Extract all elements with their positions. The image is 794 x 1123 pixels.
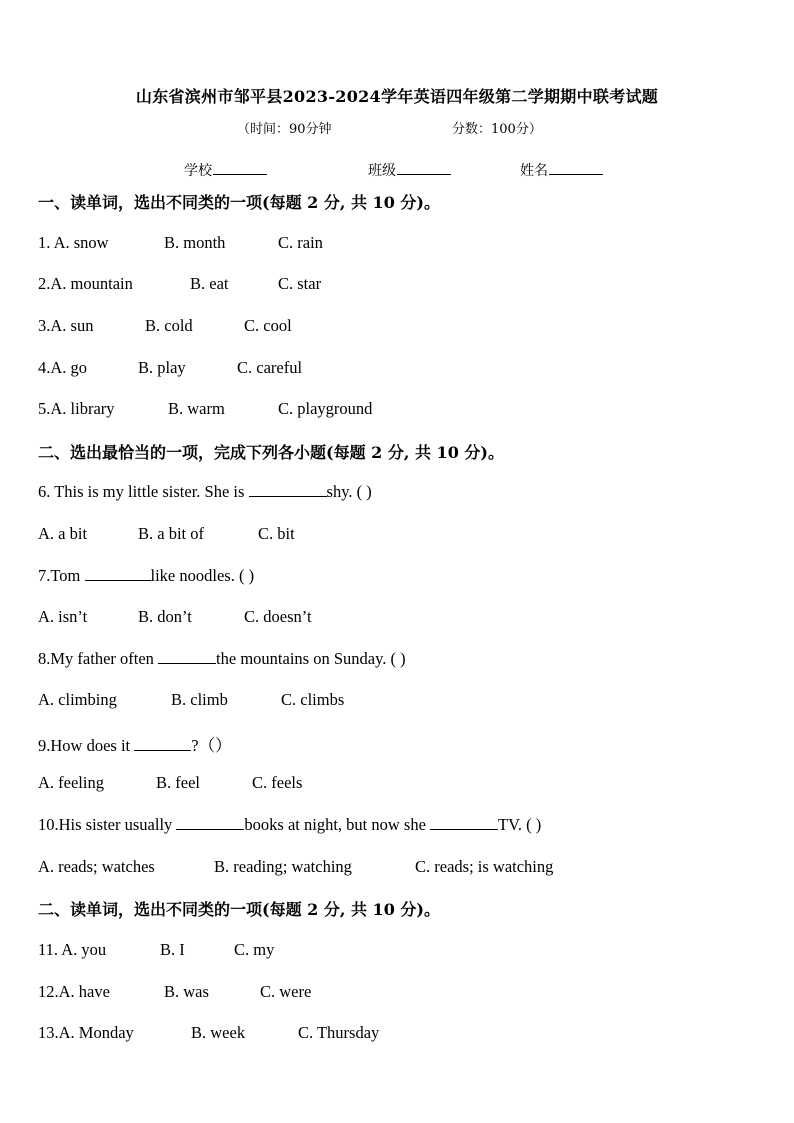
section-heading-1: 一、读单词，选出不同类的一项(每题 2 分, 共 10 分)。 <box>38 193 440 212</box>
q12-option-a[interactable]: 12.A. have <box>38 982 110 1001</box>
q9-stem-start: 9.How does it <box>38 736 135 755</box>
q6-answer-blank[interactable] <box>249 482 327 497</box>
question-6 <box>38 482 372 502</box>
q7-stem-start: 7.Tom <box>38 566 85 585</box>
q1-option-a[interactable]: 1. A. snow <box>38 233 109 252</box>
class-field[interactable] <box>368 160 451 180</box>
q4-option-b[interactable]: B. play <box>138 358 186 377</box>
q9-answer-blank[interactable] <box>134 736 191 751</box>
page-title: 山东省滨州市邹平县2023-2024学年英语四年级第二学期期中联考试题 <box>135 87 659 106</box>
question-6-options <box>38 524 295 544</box>
q13-option-c[interactable]: C. Thursday <box>298 1023 380 1042</box>
q10-answer-blank-2[interactable] <box>430 815 498 830</box>
question-12 <box>38 982 312 1002</box>
q7-answer-blank[interactable] <box>85 566 151 581</box>
q1-option-b[interactable]: B. month <box>164 233 226 252</box>
question-4 <box>38 358 303 378</box>
question-9-options <box>38 773 303 793</box>
question-2 <box>38 274 322 294</box>
exam-time: （时间：90分钟 <box>237 122 332 137</box>
question-8-options <box>38 690 345 710</box>
q9-option-c[interactable]: C. feels <box>252 773 303 792</box>
q3-option-c[interactable]: C. cool <box>244 316 292 335</box>
class-blank[interactable] <box>397 162 451 175</box>
q10-stem-end: TV. ( ) <box>498 815 542 834</box>
section-heading-3: 二、读单词，选出不同类的一项(每题 2 分, 共 10 分)。 <box>38 900 440 919</box>
q8-option-c[interactable]: C. climbs <box>281 690 345 709</box>
name-label: 姓名 <box>520 163 548 179</box>
q4-option-c[interactable]: C. careful <box>237 358 303 377</box>
q12-option-c[interactable]: C. were <box>260 982 312 1001</box>
q1-option-c[interactable]: C. rain <box>278 233 323 252</box>
q8-option-b[interactable]: B. climb <box>171 690 228 709</box>
q5-option-b[interactable]: B. warm <box>168 399 225 418</box>
question-13 <box>38 1023 380 1043</box>
school-field[interactable] <box>184 160 267 180</box>
question-10 <box>38 815 541 835</box>
q11-option-b[interactable]: B. I <box>160 940 185 959</box>
name-blank[interactable] <box>549 162 603 175</box>
q7-stem-end: like noodles. ( ) <box>150 566 255 585</box>
question-9 <box>38 732 232 756</box>
question-7-options <box>38 607 312 627</box>
q10-option-b[interactable]: B. reading; watching <box>214 857 352 876</box>
q9-option-a[interactable]: A. feeling <box>38 773 104 792</box>
q9-stem-end: ?（） <box>191 736 232 755</box>
school-label: 学校 <box>184 163 212 179</box>
q7-option-b[interactable]: B. don’t <box>138 607 192 626</box>
q3-option-b[interactable]: B. cold <box>145 316 193 335</box>
q13-option-b[interactable]: B. week <box>191 1023 246 1042</box>
q2-option-c[interactable]: C. star <box>278 274 322 293</box>
q11-option-a[interactable]: 11. A. you <box>38 940 107 959</box>
q10-stem-start: 10.His sister usually <box>38 815 177 834</box>
question-5 <box>38 399 373 419</box>
q10-stem-middle: books at night, but now she <box>244 815 431 834</box>
q8-stem-end: the mountains on Sunday. ( ) <box>216 649 406 668</box>
q8-answer-blank[interactable] <box>158 649 216 664</box>
exam-score: 分数：100分） <box>452 122 542 137</box>
q10-option-c[interactable]: C. reads; is watching <box>415 857 554 876</box>
q6-option-b[interactable]: B. a bit of <box>138 524 204 543</box>
q12-option-b[interactable]: B. was <box>164 982 209 1001</box>
q4-option-a[interactable]: 4.A. go <box>38 358 88 377</box>
q6-stem-start: 6. This is my little sister. She is <box>38 482 249 501</box>
q6-stem-end: shy. ( ) <box>326 482 372 501</box>
q9-option-b[interactable]: B. feel <box>156 773 200 792</box>
section-heading-2: 二、选出最恰当的一项，完成下列各小题(每题 2 分, 共 10 分)。 <box>38 443 504 462</box>
q10-answer-blank-1[interactable] <box>176 815 244 830</box>
question-7 <box>38 566 254 586</box>
q5-option-c[interactable]: C. playground <box>278 399 373 418</box>
q6-option-a[interactable]: A. a bit <box>38 524 88 543</box>
q10-option-a[interactable]: A. reads; watches <box>38 857 155 876</box>
q6-option-c[interactable]: C. bit <box>258 524 295 543</box>
q8-stem-start: 8.My father often <box>38 649 159 668</box>
q8-option-a[interactable]: A. climbing <box>38 690 117 709</box>
name-field[interactable] <box>520 160 603 180</box>
q11-option-c[interactable]: C. my <box>234 940 275 959</box>
q2-option-a[interactable]: 2.A. mountain <box>38 274 133 293</box>
q3-option-a[interactable]: 3.A. sun <box>38 316 94 335</box>
question-8 <box>38 649 406 669</box>
question-3 <box>38 316 292 336</box>
question-1 <box>38 233 323 253</box>
class-label: 班级 <box>368 163 396 179</box>
q7-option-c[interactable]: C. doesn’t <box>244 607 312 626</box>
school-blank[interactable] <box>213 162 267 175</box>
question-11 <box>38 940 275 960</box>
question-10-options <box>38 857 554 877</box>
q2-option-b[interactable]: B. eat <box>190 274 229 293</box>
q7-option-a[interactable]: A. isn’t <box>38 607 88 626</box>
q5-option-a[interactable]: 5.A. library <box>38 399 115 418</box>
q13-option-a[interactable]: 13.A. Monday <box>38 1023 134 1042</box>
